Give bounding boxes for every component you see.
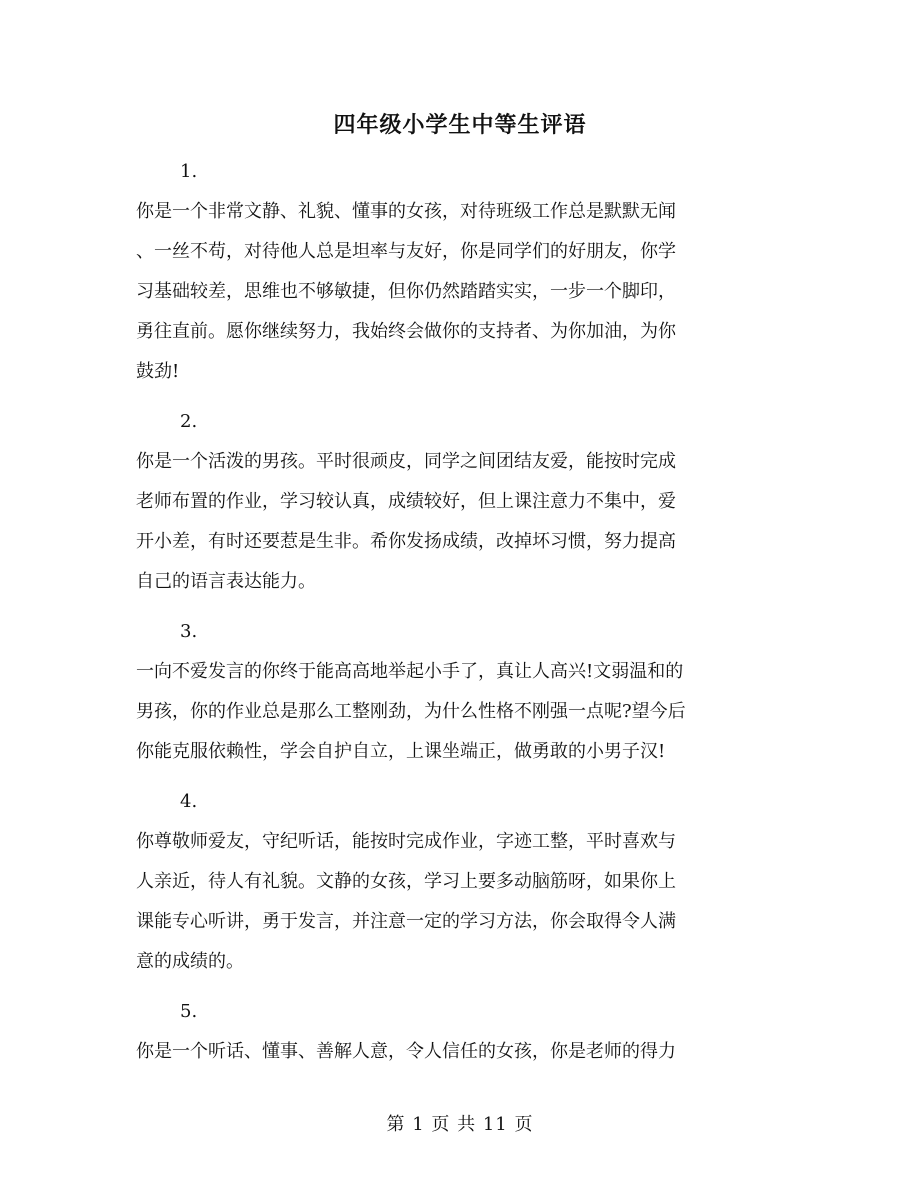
comment-item (136, 782, 796, 982)
item-number: 3. (180, 621, 198, 642)
document-body (136, 152, 796, 1082)
item-number: 5. (180, 1001, 198, 1022)
page-title: 四年级小学生中等生评语 (333, 112, 587, 138)
item-paragraph: 你尊敬师爱友，守纪听话，能按时完成作业，字迹工整，平时喜欢与 人亲近，待人有礼貌。文静的女孩，学习上要多动脑筋呀，如果你上 课能专心听讲，勇于发言，并注意一定的学习方法，你会取得令人满 意的成绩的。 (136, 831, 676, 972)
item-paragraph: 你是一个听话、懂事、善解人意，令人信任的女孩，你是老师的得力 (136, 1041, 676, 1062)
page-footer: 第 1 页 共 11 页 (386, 1114, 534, 1135)
item-paragraph: 你是一个活泼的男孩。平时很顽皮，同学之间团结友爱，能按时完成 老师布置的作业，学习较认真，成绩较好，但上课注意力不集中，爱 开小差，有时还要惹是生非。希你发扬成绩，改掉坏习惯，努力提高 自己的语言表达能力。 (136, 451, 676, 592)
item-paragraph: 一向不爱发言的你终于能高高地举起小手了，真让人高兴!文弱温和的 男孩，你的作业总是那么工整刚劲，为什么性格不刚强一点呢?望今后 你能克服依赖性，学会自护自立，上课坐端正，做勇敢的小男子汉! (136, 661, 686, 762)
comment-item (136, 152, 796, 392)
comment-item (136, 402, 796, 602)
item-number: 2. (180, 411, 198, 432)
comment-item (136, 992, 796, 1072)
item-number: 1. (180, 161, 198, 182)
item-paragraph: 你是一个非常文静、礼貌、懂事的女孩，对待班级工作总是默默无闻 、一丝不苟，对待他人总是坦率与友好，你是同学们的好朋友，你学 习基础较差，思维也不够敏捷，但你仍然踏踏实实，一步一个脚印， 勇往直前。愿你继续努力，我始终会做你的支持者、为你加油，为你 鼓劲! (136, 201, 676, 382)
item-number: 4. (180, 791, 198, 812)
comment-item (136, 612, 796, 772)
